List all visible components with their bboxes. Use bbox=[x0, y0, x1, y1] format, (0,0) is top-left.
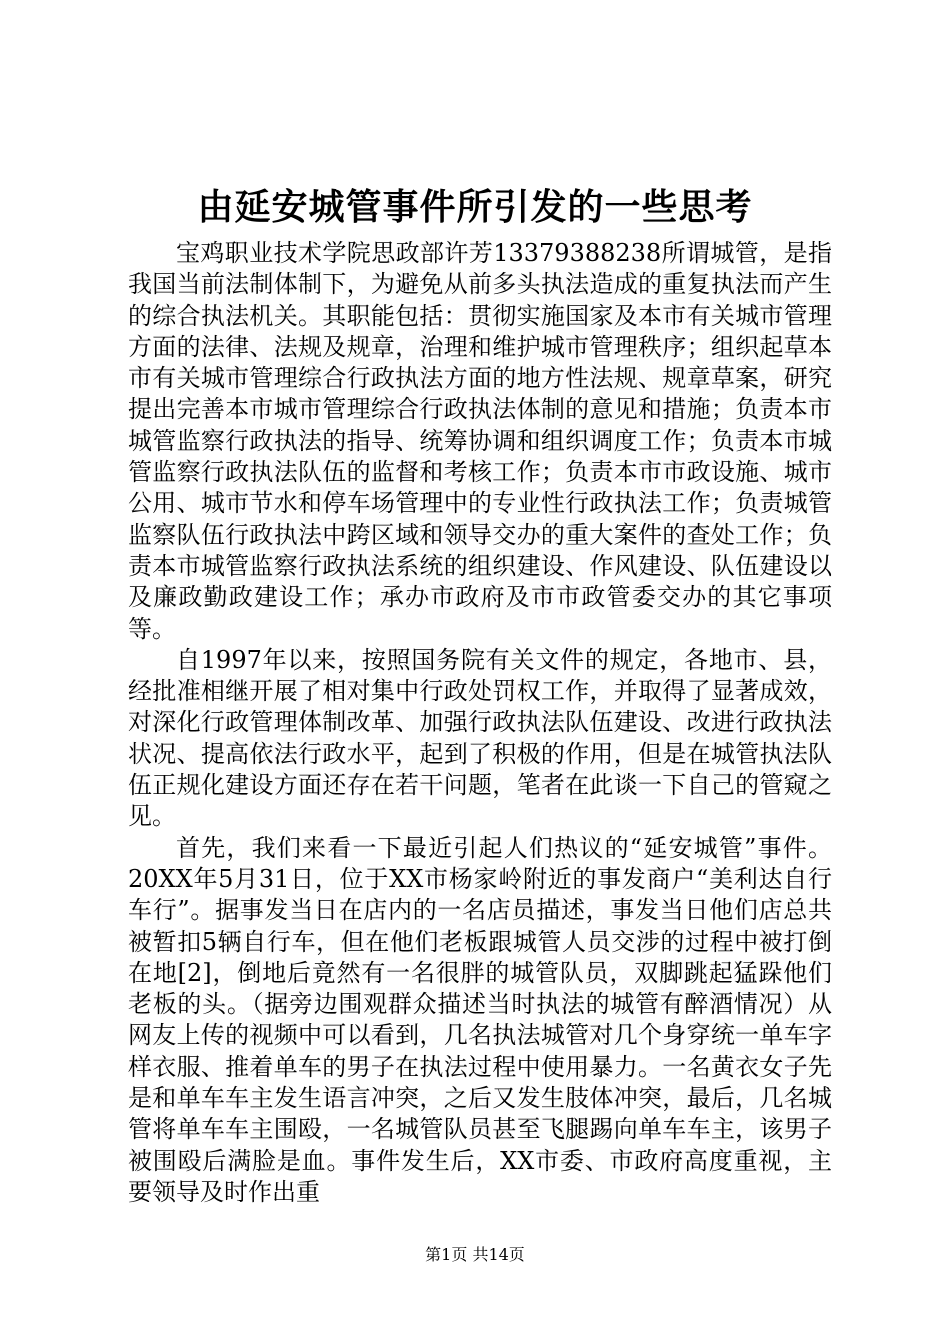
document-title: 由延安城管事件所引发的一些思考 bbox=[197, 186, 753, 228]
paragraph-incident: 首先，我们来看一下最近引起人们热议的“延安城管”事件。20XX年5月31日，位于XX市杨家岭附近的事发商户“美利达自行车行”。据事发当日在店内的一名店员描述，事发当日他们店总共被暂扣5辆自行车，但在他们老板跟城管人员交涉的过程中被打倒在地[2]，倒地后竟然有一名很胖的城管队员，双脚跳起猛跺他们老板的头。（据旁边围观群众描述当时执法的城管有醉酒情况）从网友上传的视频中可以看到，几名执法城管对几个身穿统一单车字样衣服、推着单车的男子在执法过程中使用暴力。一名黄衣女子先是和单车车主发生语言冲突，之后又发生肢体冲突，最后，几名城管将单车车主围殴，一名城管队员甚至飞腿踢向单车车主，该男子被围殴后满脸是血。事件发生后，XX市委、市政府高度重视，主要领导及时作出重 bbox=[128, 833, 832, 1206]
paragraph-intro: 宝鸡职业技术学院思政部许芳13379388238所谓城管，是指我国当前法制体制下，为避免从前多头执法造成的重复执法而产生的综合执法机关。其职能包括：贯彻实施国家及本市有关城市管理方面的法律、法规及规章，治理和维护城市管理秩序；组织起草本市有关城市管理综合行政执法方面的地方性法规、规章草案，研究提出完善本市城市管理综合行政执法体制的意见和措施；负责本市城管监察行政执法的指导、统筹协调和组织调度工作；负责本市城管监察行政执法队伍的监督和考核工作；负责本市市政设施、城市公用、城市节水和停车场管理中的专业性行政执法工作；负责城管监察队伍行政执法中跨区域和领导交办的重大案件的查处工作；负责本市城管监察行政执法系统的组织建设、作风建设、队伍建设以及廉政勤政建设工作；承办市政府及市市政管委交办的其它事项等。 bbox=[128, 239, 832, 643]
document-body bbox=[128, 238, 832, 1208]
page-number-footer: 第1页 共14页 bbox=[425, 1245, 525, 1264]
paragraph-history: 自1997年以来，按照国务院有关文件的规定，各地市、县，经批准相继开展了相对集中行政处罚权工作，并取得了显著成效，对深化行政管理体制改革、加强行政执法队伍建设、改进行政执法状况、提高依法行政水平，起到了积极的作用，但是在城管执法队伍正规化建设方面还存在若干问题，笔者在此谈一下自己的管窥之见。 bbox=[128, 645, 832, 831]
